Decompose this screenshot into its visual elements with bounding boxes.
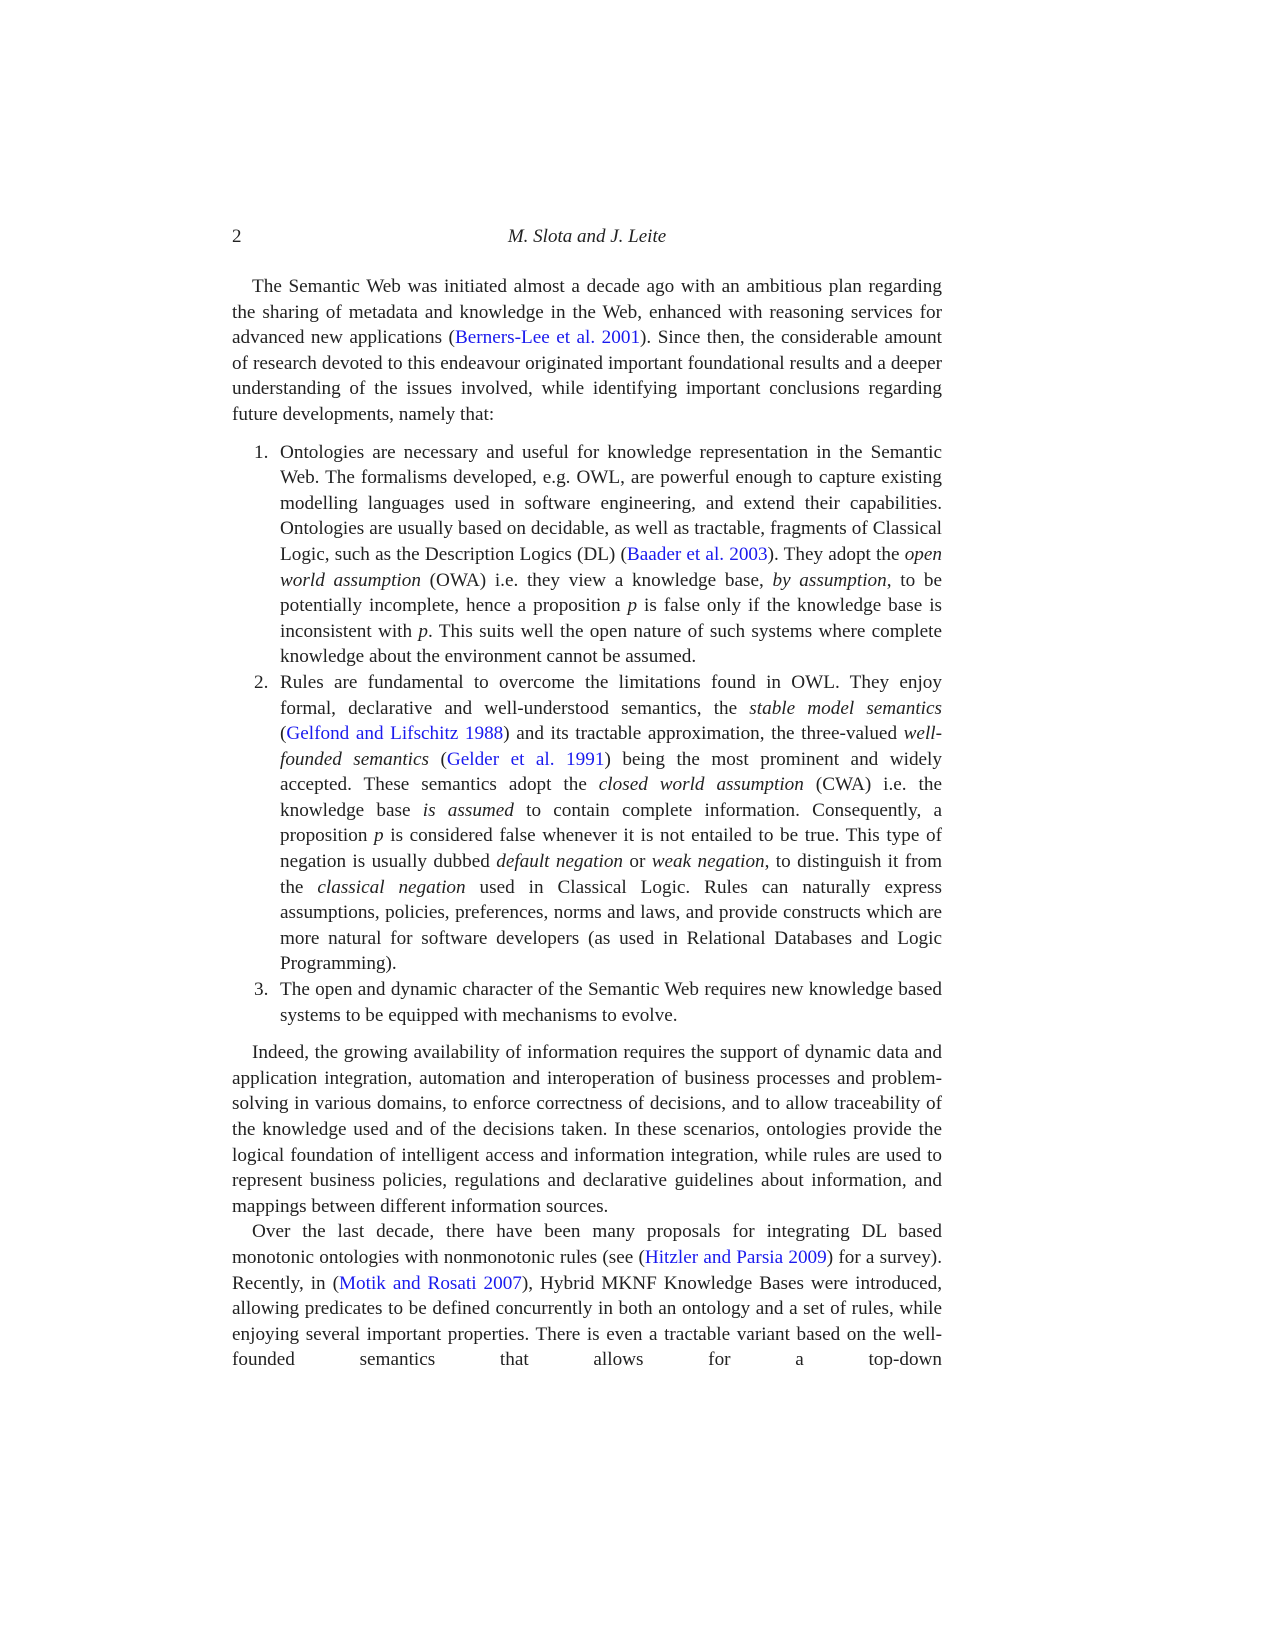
list-item (232, 977, 942, 1028)
text-run: Indeed, the growing availability of information requires the support of dynamic data and application integration, automation and interoperation of business processes and problem-solving in various domains, to enforce correctness of decisions, and to allow traceability of the knowledge used and of the decisions taken. In these scenarios, ontologies provide the logical foundation of intelligent access and information integration, while rules are used to represent business policies, regulations and declarative guidelines about information, and mappings between different information sources. (232, 1042, 942, 1217)
text-run: The Semantic Web was initiated almost a decade ago with an ambitious plan regarding the sharing of metadata and knowledge in the Web, enhanced with reasoning services for advanced new applications ( (232, 276, 942, 349)
emphasis-text: default negation (496, 851, 624, 873)
text-run: ), Hybrid MKNF Knowledge Bases were introduced, allowing predicates to be defined concurrently in both an ontology and a set of rules, while enjoying several important properties. There is even a tractable variant based on the well-founded semantics that allows for a top-down (232, 1272, 943, 1371)
text-run: or (623, 851, 652, 873)
page-number: 2 (232, 226, 242, 247)
citation-link[interactable]: Berners-Lee et al. 2001 (454, 327, 641, 349)
text-run: Over the last decade, there have been many proposals for integrating DL based monotonic ontologies with nonmonotonic rules (see ( (232, 1221, 942, 1268)
text-run: The open and dynamic character of the Semantic Web requires new knowledge based systems to be equipped with mechanisms to evolve. (280, 979, 942, 1026)
text-run: . This suits well the open nature of such systems where complete knowledge about the environment cannot be assumed. (280, 620, 942, 668)
list-number: 1. (254, 441, 269, 463)
citation-link[interactable]: Baader et al. 2003 (626, 543, 768, 565)
text-run: (CWA) i.e. the knowledge base (280, 774, 942, 821)
citation-link[interactable]: Gelfond and Lifschitz 1988 (286, 723, 504, 745)
emphasis-text: stable model semantics (749, 697, 942, 719)
emphasis-text: p (627, 595, 638, 617)
text-run: to contain complete information. Consequently, a proposition (280, 799, 942, 847)
text-run: Rules are fundamental to overcome the limitations found in OWL. They enjoy formal, declarative and well-understood semantics, the (280, 671, 942, 719)
page-header (232, 226, 942, 252)
text-run: is false only if the knowledge base is inconsistent with (280, 595, 942, 642)
paragraph (232, 274, 942, 428)
citation-link[interactable]: Gelder et al. 1991 (446, 748, 605, 770)
emphasis-text: open world assumption (280, 543, 942, 591)
citation-link[interactable]: Hitzler and Parsia 2009 (644, 1246, 827, 1268)
text-run: (OWA) i.e. they view a knowledge base, (420, 569, 773, 591)
emphasis-text: is assumed (422, 799, 514, 821)
emphasis-text: by assumption (772, 569, 887, 591)
text-run: used in Classical Logic. Rules can naturally express assumptions, policies, preferences, norms and laws, and provide constructs which are more natural for software developers (as used in Relational Databases and Logic Programming). (280, 876, 942, 975)
emphasis-text: classical negation (317, 876, 466, 898)
text-run: ) for a survey). Recently, in ( (232, 1246, 942, 1294)
text-run: ). They adopt the (767, 543, 905, 565)
text-run: ( (428, 748, 447, 770)
list-number: 2. (254, 671, 269, 693)
paragraph (232, 1040, 942, 1219)
text-run: , to distinguish it from the (280, 851, 942, 898)
page-body (232, 274, 942, 1373)
emphasis-text: weak negation (651, 851, 765, 873)
text-run: is considered false whenever it is not entailed to be true. This type of negation is usually dubbed (280, 825, 943, 873)
running-head: M. Slota and J. Leite (507, 226, 667, 247)
list-number: 3. (254, 979, 269, 1001)
text-run: ) being the most prominent and widely accepted. These semantics adopt the (280, 748, 942, 796)
text-run: , to be potentially incomplete, hence a proposition (280, 569, 942, 617)
text-run: ( (280, 723, 287, 745)
list-item (232, 440, 942, 670)
text-run: Ontologies are necessary and useful for knowledge representation in the Semantic Web. The formalisms developed, e.g. OWL, are powerful enough to capture existing modelling languages used in software engineering, and extend their capabilities. Ontologies are usually based on decidable, as well as tractable, fragments of Classical Logic, such as the Description Logics (DL) ( (280, 441, 942, 565)
list-item (232, 670, 942, 977)
emphasis-text: closed world assumption (598, 774, 804, 796)
citation-link[interactable]: Motik and Rosati 2007 (338, 1272, 522, 1294)
text-run: ). Since then, the considerable amount of research devoted to this endeavour originated important foundational results and a deeper understanding of the issues involved, while identifying important conclusions regarding future developments, namely that: (232, 327, 943, 425)
emphasis-text: well-founded semantics (280, 723, 942, 770)
text-run: ) and its tractable approximation, the three-valued (503, 723, 904, 745)
paragraph (232, 1219, 942, 1373)
emphasis-text: p (418, 620, 428, 642)
numbered-list (232, 440, 942, 1029)
emphasis-text: p (374, 825, 384, 847)
